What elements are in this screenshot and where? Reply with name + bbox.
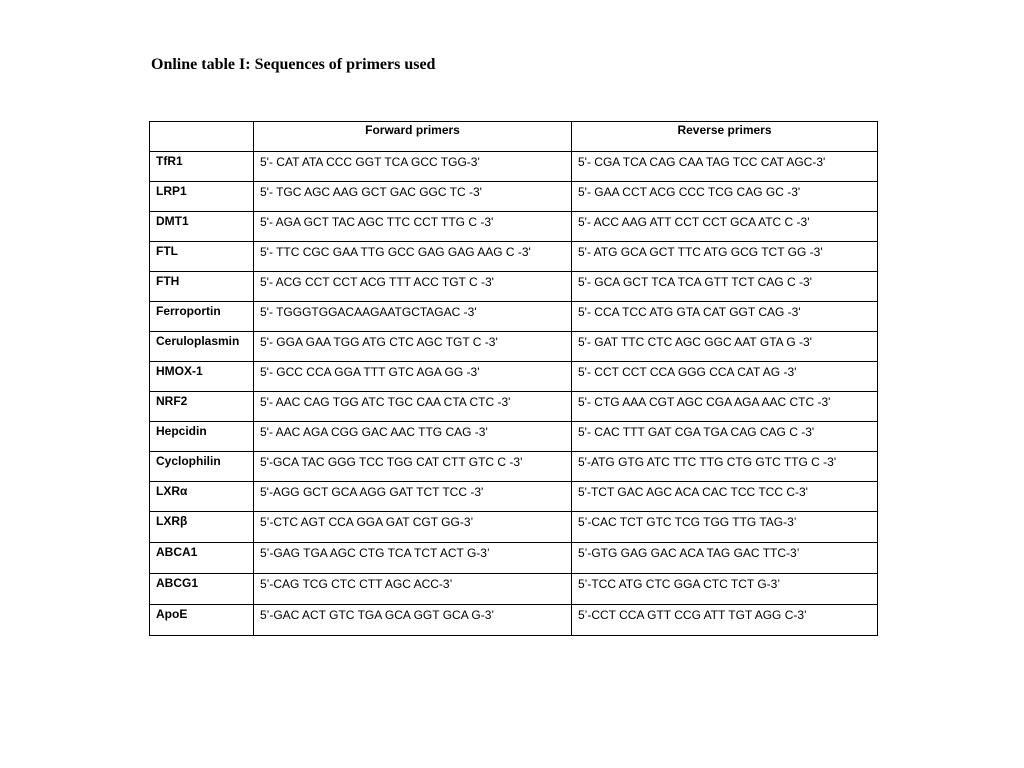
- table-row: [150, 332, 878, 362]
- forward-primer: 5'- AAC AGA CGG GAC AAC TTG CAG -3': [254, 422, 572, 452]
- gene-name: LRP1: [150, 182, 254, 212]
- forward-primer: 5'- GGA GAA TGG ATG CTC AGC TGT C -3': [254, 332, 572, 362]
- reverse-primer: 5’-TCC ATG CTC GGA CTC TCT G-3’: [572, 574, 878, 605]
- gene-name: ABCA1: [150, 543, 254, 574]
- table-row: [150, 482, 878, 512]
- forward-primer: 5’-GAG TGA AGC CTG TCA TCT ACT G-3’: [254, 543, 572, 574]
- table-row: [150, 512, 878, 543]
- table-row: [150, 272, 878, 302]
- table-row: [150, 152, 878, 182]
- header-gene-cell: [150, 122, 254, 152]
- forward-primer: 5'- AAC CAG TGG ATC TGC CAA CTA CTC -3': [254, 392, 572, 422]
- gene-name: FTH: [150, 272, 254, 302]
- reverse-primer: 5'-ATG GTG ATC TTC TTG CTG GTC TTG C -3': [572, 452, 878, 482]
- forward-primer: 5'- ACG CCT CCT ACG TTT ACC TGT C -3': [254, 272, 572, 302]
- forward-primer: 5'-GCA TAC GGG TCC TGG CAT CTT GTC C -3': [254, 452, 572, 482]
- table-row: [150, 242, 878, 272]
- gene-name: Ceruloplasmin: [150, 332, 254, 362]
- table-row: [150, 605, 878, 636]
- table-row: [150, 392, 878, 422]
- forward-primer: 5’-CAG TCG CTC CTT AGC ACC-3’: [254, 574, 572, 605]
- gene-name: Ferroportin: [150, 302, 254, 332]
- reverse-primer: 5'- GCA GCT TCA TCA GTT TCT CAG C -3': [572, 272, 878, 302]
- gene-name: Cyclophilin: [150, 452, 254, 482]
- reverse-primer: 5'- CTG AAA CGT AGC CGA AGA AAC CTC -3': [572, 392, 878, 422]
- gene-name: HMOX-1: [150, 362, 254, 392]
- table-row: [150, 574, 878, 605]
- reverse-primer: 5'- ACC AAG ATT CCT CCT GCA ATC C -3': [572, 212, 878, 242]
- gene-name: NRF2: [150, 392, 254, 422]
- table-row: [150, 182, 878, 212]
- forward-primer: 5'- TTC CGC GAA TTG GCC GAG GAG AAG C -3': [254, 242, 572, 272]
- table-row: [150, 212, 878, 242]
- gene-name: FTL: [150, 242, 254, 272]
- forward-primer: 5'- TGC AGC AAG GCT GAC GGC TC -3': [254, 182, 572, 212]
- reverse-primer: 5'-TCT GAC AGC ACA CAC TCC TCC C-3': [572, 482, 878, 512]
- reverse-primer: 5'- GAA CCT ACG CCC TCG CAG GC -3': [572, 182, 878, 212]
- header-reverse-primers: Reverse primers: [572, 122, 878, 152]
- forward-primer: 5'- GCC CCA GGA TTT GTC AGA GG -3': [254, 362, 572, 392]
- table-row: [150, 362, 878, 392]
- gene-name: TfR1: [150, 152, 254, 182]
- header-row: [150, 122, 878, 152]
- gene-name: DMT1: [150, 212, 254, 242]
- forward-primer: 5'-AGG GCT GCA AGG GAT TCT TCC -3': [254, 482, 572, 512]
- forward-primer: 5’-CTC AGT CCA GGA GAT CGT GG-3’: [254, 512, 572, 543]
- reverse-primer: 5’-GTG GAG GAC ACA TAG GAC TTC-3’: [572, 543, 878, 574]
- table-row: [150, 452, 878, 482]
- reverse-primer: 5’-CAC TCT GTC TCG TGG TTG TAG-3’: [572, 512, 878, 543]
- forward-primer: 5'- CAT ATA CCC GGT TCA GCC TGG-3': [254, 152, 572, 182]
- reverse-primer: 5'- CGA TCA CAG CAA TAG TCC CAT AGC-3': [572, 152, 878, 182]
- reverse-primer: 5'- CCA TCC ATG GTA CAT GGT CAG -3': [572, 302, 878, 332]
- reverse-primer: 5'- ATG GCA GCT TTC ATG GCG TCT GG -3': [572, 242, 878, 272]
- reverse-primer: 5'- GAT TTC CTC AGC GGC AAT GTA G -3': [572, 332, 878, 362]
- forward-primer: 5'- TGGGTGGACAAGAATGCTAGAC -3': [254, 302, 572, 332]
- reverse-primer: 5'- CAC TTT GAT CGA TGA CAG CAG C -3': [572, 422, 878, 452]
- table-row: [150, 422, 878, 452]
- reverse-primer: 5'- CCT CCT CCA GGG CCA CAT AG -3': [572, 362, 878, 392]
- forward-primer: 5'- AGA GCT TAC AGC TTC CCT TTG C -3': [254, 212, 572, 242]
- table-row: [150, 302, 878, 332]
- forward-primer: 5’-GAC ACT GTC TGA GCA GGT GCA G-3’: [254, 605, 572, 636]
- header-forward-primers: Forward primers: [254, 122, 572, 152]
- gene-name: LXRβ: [150, 512, 254, 543]
- table-row: [150, 543, 878, 574]
- gene-name: LXRα: [150, 482, 254, 512]
- reverse-primer: 5’-CCT CCA GTT CCG ATT TGT AGG C-3’: [572, 605, 878, 636]
- gene-name: ABCG1: [150, 574, 254, 605]
- gene-name: Hepcidin: [150, 422, 254, 452]
- gene-name: ApoE: [150, 605, 254, 636]
- page-title: Online table I: Sequences of primers used: [151, 56, 436, 73]
- primers-table: [149, 121, 878, 636]
